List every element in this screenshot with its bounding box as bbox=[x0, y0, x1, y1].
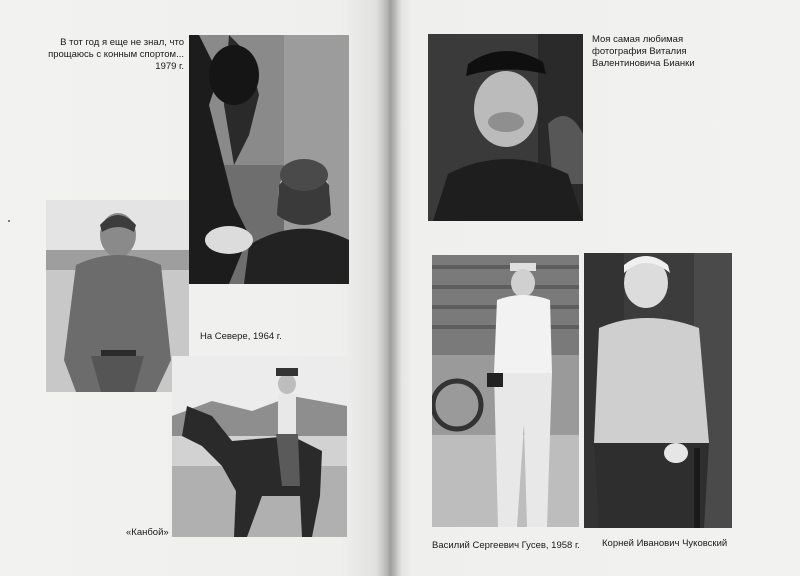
photo-rider-on-horse bbox=[172, 356, 347, 537]
photo-man-with-camera bbox=[432, 255, 579, 527]
photo-chukovsky bbox=[584, 253, 732, 528]
caption-bianki: Моя самая любимая фотография Виталия Валентиновича Бианки bbox=[592, 34, 695, 69]
caption-rider: «Канбой» bbox=[126, 527, 169, 538]
photo-man-with-horse bbox=[189, 35, 349, 284]
photo-man-in-hat bbox=[428, 34, 583, 221]
caption-chukovsky: Корней Иванович Чуковский bbox=[602, 538, 728, 549]
photo-young-man-north bbox=[46, 200, 189, 392]
caption-gusev: Василий Сергеевич Гусев, 1958 г. bbox=[432, 540, 580, 551]
caption-horse-portrait: В тот год я еще не знал, что прощаюсь с конным спортом... 1979 г. bbox=[48, 37, 184, 72]
caption-north: На Севере, 1964 г. bbox=[200, 331, 282, 342]
page-speck bbox=[8, 220, 10, 222]
book-gutter bbox=[376, 0, 402, 576]
